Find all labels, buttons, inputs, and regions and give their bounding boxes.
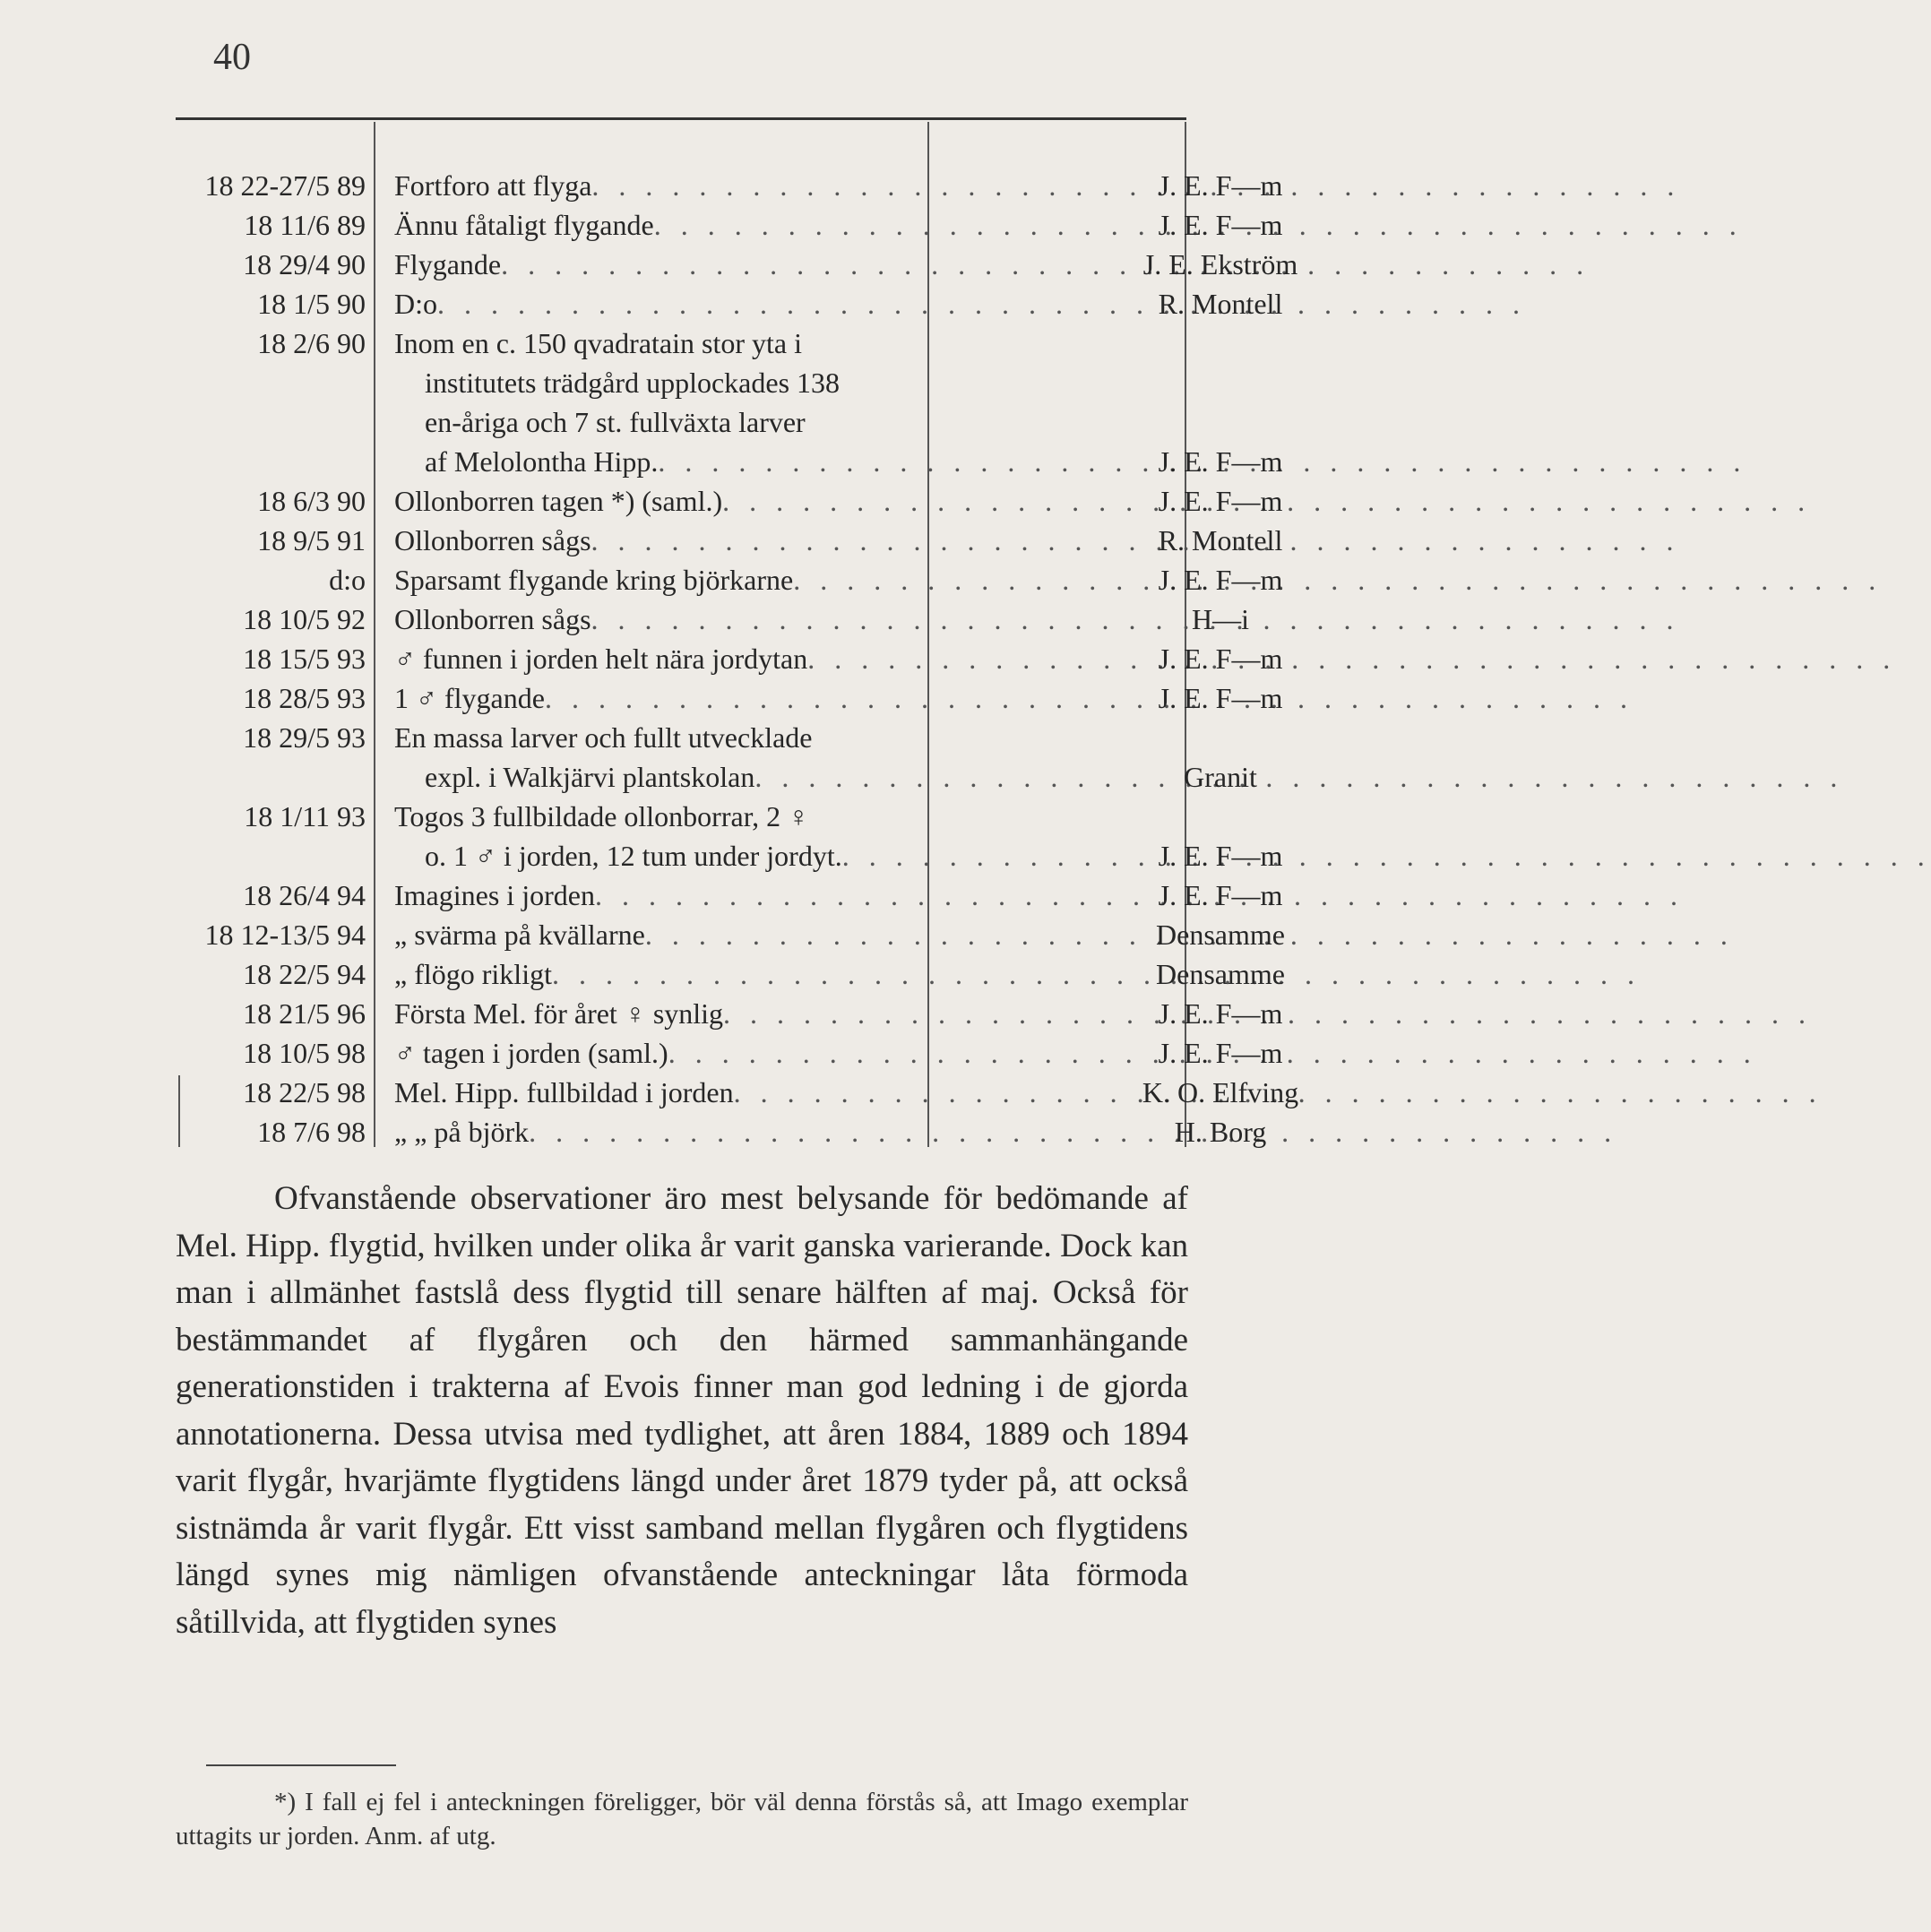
date-cell: 18 2/6 90: [257, 327, 366, 359]
observer-cell: J. E. F—m: [1158, 209, 1283, 241]
observation-cell: [394, 718, 1084, 757]
dot-leader: [545, 678, 1634, 718]
observation-cell: [394, 323, 1084, 363]
date-cell: 18 26/4 94: [243, 879, 366, 911]
observation-text: D:o: [394, 288, 437, 320]
observer-cell: J. E. F—m: [1158, 485, 1283, 517]
table-row: [176, 245, 1298, 284]
observer-cell: J. E. F—m: [1158, 169, 1283, 202]
body-text: Ofvanstående observationer äro mest belysande för bedömande af Mel. Hipp. flygtid, hvilken under olika år varit ganska varierande. Dock kan man i allmänhet fastslå dess flygtid till senare hälften af maj. Också för bestämmandet af flygåren och den härmed sammanhängande generationstiden i trakterna af Evois finner man god ledning i de gjorda annotationerna. Dessa utvisa med tydlighet, att åren 1884, 1889 och 1894 varit flygår, hvarjämte flygtidens längd under året 1879 tyder på, att också sistnämda år varit flygår. Ett visst samband mellan flygåren och flygtidens längd synes mig nämligen ofvanstående anteckningar låta förmoda såtillvida, att flygtiden synes: [176, 1180, 1188, 1641]
observation-cell: [394, 875, 1084, 915]
observation-cell: [394, 797, 1084, 836]
date-cell: 18 22/5 94: [243, 958, 366, 990]
observation-text: Första Mel. för året ♀ synlig: [394, 997, 724, 1030]
dot-leader: [437, 284, 1526, 323]
observer-cell: J. E. F—m: [1158, 840, 1283, 872]
observer-cell: J. E. F—m: [1158, 564, 1283, 596]
observation-cell: [394, 915, 1084, 954]
observation-text: Ollonborren sågs: [394, 603, 591, 635]
observation-text: Ollonborren sågs: [394, 524, 591, 556]
observation-cell: [394, 639, 1084, 678]
table-row: [176, 797, 1186, 836]
observation-text: af Melolontha Hipp.: [425, 445, 659, 478]
observation-text: o. 1 ♂ i jorden, 12 tum under jordyt.: [425, 840, 842, 872]
observation-text: Ollonborren tagen *) (saml.): [394, 485, 723, 517]
observer-cell: J. E. F—m: [1158, 682, 1283, 714]
observer-cell: J. E. F—m: [1158, 1037, 1283, 1069]
date-cell: 18 15/5 93: [243, 643, 366, 675]
observation-cell: [394, 205, 1084, 245]
observer-cell: Densamme: [1156, 958, 1285, 990]
observation-cell: [394, 442, 1084, 481]
observer-cell: J. E. Ekström: [1142, 248, 1298, 280]
table-row: [176, 284, 1283, 323]
table-row: [176, 402, 1186, 442]
observation-text: Sparsamt flygande kring björkarne: [394, 564, 794, 596]
table-row: [176, 363, 1186, 402]
observation-text: en-åriga och 7 st. fullväxta larver: [425, 406, 806, 438]
dot-leader: [501, 245, 1590, 284]
observer-cell: J. E. F—m: [1158, 879, 1283, 911]
footnote-text: *) I fall ej fel i anteckningen föreligger, bör väl denna förstås så, att Imago exemplar uttagits ur jorden. Anm. af utg.: [176, 1788, 1188, 1850]
date-cell: 18 6/3 90: [257, 485, 366, 517]
observation-text: „ flögo rikligt: [394, 958, 552, 990]
observation-cell: [394, 1073, 1084, 1112]
page-number: 40: [213, 37, 251, 78]
table-row: [176, 521, 1283, 560]
observation-cell: [394, 1112, 1084, 1151]
body-paragraph: [176, 1176, 1188, 1646]
observation-text: „ „ på björk: [394, 1116, 530, 1148]
observation-cell: [394, 1033, 1084, 1073]
table-row: [176, 166, 1283, 205]
table-row: [176, 639, 1283, 678]
observation-text: institutets trädgård upplockades 138: [425, 367, 841, 399]
observation-cell: [394, 994, 1084, 1033]
date-cell: 18 29/5 93: [243, 721, 366, 754]
date-cell: 18 9/5 91: [257, 524, 366, 556]
dot-leader: [842, 836, 1931, 875]
date-cell: 18 21/5 96: [243, 997, 366, 1030]
observation-cell: [394, 954, 1084, 994]
dot-leader: [807, 639, 1896, 678]
observer-cell: J. E. F—m: [1158, 997, 1283, 1030]
table-row: [176, 442, 1283, 481]
dot-leader: [552, 954, 1641, 994]
table-row: [176, 481, 1283, 521]
observer-cell: J. E. F—m: [1158, 643, 1283, 675]
observer-cell: J. E. F—m: [1158, 445, 1283, 478]
table-top-rule: [176, 117, 1186, 120]
observation-cell: [394, 363, 1084, 402]
observation-cell: [394, 836, 1084, 875]
table-row: [176, 954, 1285, 994]
table-row: [176, 875, 1283, 915]
date-cell: 18 12-13/5 94: [204, 919, 366, 951]
observation-cell: [394, 245, 1084, 284]
observation-text: Fortforo att flyga: [394, 169, 592, 202]
observation-text: Mel. Hipp. fullbildad i jorden: [394, 1076, 734, 1108]
observation-text: Imagines i jorden: [394, 879, 595, 911]
table-row: [176, 1073, 1299, 1112]
date-cell: 18 22/5 98: [243, 1076, 366, 1108]
footnote-rule: [206, 1764, 396, 1766]
table-row: [176, 915, 1285, 954]
observation-text: Togos 3 fullbildade ollonborrar, 2 ♀: [394, 800, 810, 832]
date-cell: 18 7/6 98: [257, 1116, 366, 1148]
date-cell: 18 10/5 92: [243, 603, 366, 635]
observer-cell: Densamme: [1156, 919, 1285, 951]
table-row: [176, 757, 1257, 797]
observation-cell: [394, 166, 1084, 205]
table-row: [176, 323, 1186, 363]
table-row: [176, 560, 1283, 599]
observation-text: Flygande: [394, 248, 502, 280]
observer-cell: Granit: [1184, 761, 1257, 793]
table-row: [176, 678, 1283, 718]
footnote: [176, 1785, 1188, 1853]
observation-text: ♂ tagen i jorden (saml.): [394, 1037, 668, 1069]
observation-text: Inom en c. 150 qvadratain stor yta i: [394, 327, 802, 359]
date-cell: 18 11/6 89: [244, 209, 366, 241]
observation-cell: [394, 678, 1084, 718]
table-row: [176, 836, 1283, 875]
observer-cell: K. O. Elfving: [1142, 1076, 1299, 1108]
observation-text: En massa larver och fullt utvecklade: [394, 721, 813, 754]
table-row: [176, 205, 1283, 245]
observation-text: 1 ♂ flygande: [394, 682, 545, 714]
observation-table: [176, 166, 1299, 1151]
date-cell: 18 1/5 90: [257, 288, 366, 320]
date-cell: 18 10/5 98: [243, 1037, 366, 1069]
date-cell: 18 28/5 93: [243, 682, 366, 714]
table-row: [176, 994, 1283, 1033]
dot-leader: [793, 560, 1882, 599]
observation-text: Ännu fåtaligt flygande: [394, 209, 654, 241]
observer-cell: R. Montell: [1158, 524, 1283, 556]
date-cell: 18 22-27/5 89: [204, 169, 366, 202]
observer-cell: H—i: [1192, 603, 1249, 635]
observation-cell: [394, 560, 1084, 599]
table-row: [176, 1033, 1283, 1073]
date-cell: 18 29/4 90: [243, 248, 366, 280]
table-row: [176, 599, 1249, 639]
observation-cell: [394, 521, 1084, 560]
observation-cell: [394, 481, 1084, 521]
dot-leader: [529, 1112, 1617, 1151]
observer-cell: H. Borg: [1174, 1116, 1267, 1148]
date-cell: d:o: [329, 564, 366, 596]
observation-cell: [394, 599, 1084, 639]
table-row: [176, 1112, 1267, 1151]
observer-cell: R. Montell: [1158, 288, 1283, 320]
date-cell: 18 1/11 93: [244, 800, 366, 832]
observation-cell: [394, 757, 1084, 797]
observation-cell: [394, 402, 1084, 442]
observation-text: ♂ funnen i jorden helt nära jordytan: [394, 643, 808, 675]
observation-cell: [394, 284, 1084, 323]
observation-text: „ svärma på kvällarne: [394, 919, 645, 951]
table-row: [176, 718, 1186, 757]
observation-text: expl. i Walkjärvi plantskolan: [425, 761, 755, 793]
